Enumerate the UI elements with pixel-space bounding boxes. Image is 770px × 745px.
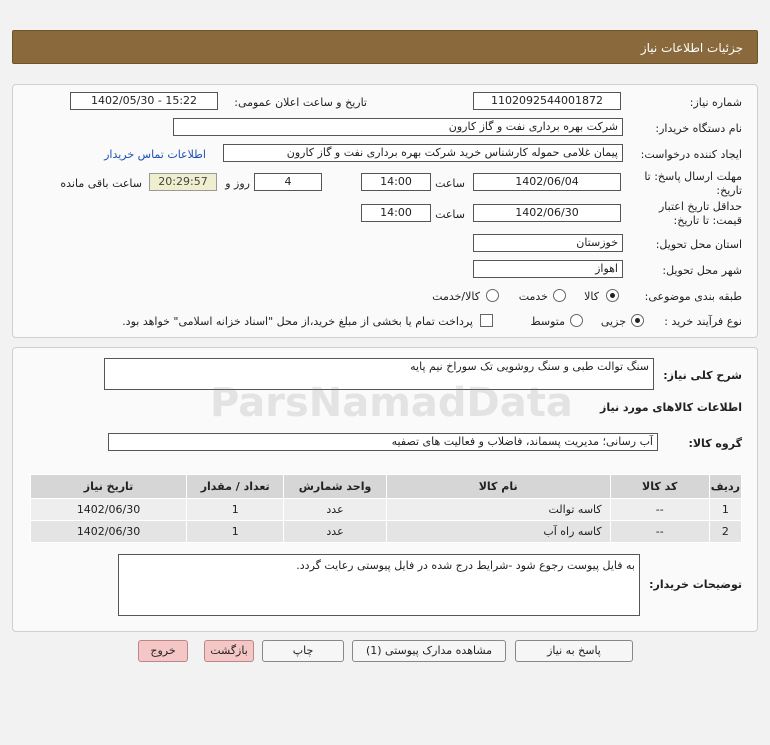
cell-date: 1402/06/30 xyxy=(31,521,187,543)
remaining-label: ساعت باقی مانده xyxy=(60,177,142,190)
goods-group-label: گروه کالا: xyxy=(688,437,742,450)
process-radio-partial[interactable] xyxy=(631,314,644,327)
validity-label-line2: قیمت: تا تاریخ: xyxy=(673,214,742,227)
page-title: جزئیات اطلاعات نیاز xyxy=(640,41,743,55)
need-number-field: 1102092544001872 xyxy=(473,92,621,110)
validity-hour-label: ساعت xyxy=(435,208,465,221)
treasury-checkbox[interactable] xyxy=(480,314,493,327)
cell-date: 1402/06/30 xyxy=(31,499,187,521)
category-option-goods-service: کالا/خدمت xyxy=(432,290,480,303)
print-button[interactable]: چاپ xyxy=(262,640,344,662)
category-radio-service[interactable] xyxy=(553,289,566,302)
col-date: تاریخ نیاز xyxy=(31,475,187,499)
goods-group-field: آب رسانی؛ مدیریت پسماند، فاضلاب و فعالیت های تصفیه xyxy=(108,433,658,451)
goods-section-title: اطلاعات کالاهای مورد نیاز xyxy=(600,401,742,414)
city-field: اهواز xyxy=(473,260,623,278)
cell-unit: عدد xyxy=(284,521,386,543)
category-option-service: خدمت xyxy=(518,290,548,303)
col-name: نام کالا xyxy=(386,475,610,499)
deadline-hour-label: ساعت xyxy=(435,177,465,190)
table-row xyxy=(31,521,742,543)
cell-row: 2 xyxy=(709,521,741,543)
deadline-label-line1: مهلت ارسال پاسخ: تا xyxy=(644,170,742,183)
buyer-org-field: شرکت بهره برداری نفت و گاز کارون xyxy=(173,118,623,136)
city-label: شهر محل تحویل: xyxy=(662,264,742,277)
goods-table-header xyxy=(31,475,742,499)
province-field: خوزستان xyxy=(473,234,623,252)
validity-date-field: 1402/06/30 xyxy=(473,204,621,222)
summary-label: شرح کلی نیاز: xyxy=(663,369,742,382)
validity-time-field: 14:00 xyxy=(361,204,431,222)
cell-row: 1 xyxy=(709,499,741,521)
cell-unit: عدد xyxy=(284,499,386,521)
process-option-medium: متوسط xyxy=(530,315,565,328)
deadline-date-field: 1402/06/04 xyxy=(473,173,621,191)
col-row: ردیف xyxy=(709,475,741,499)
buyer-org-label: نام دستگاه خریدار: xyxy=(655,122,742,135)
col-unit: واحد شمارش xyxy=(284,475,386,499)
buyer-notes-label: توضیحات خریدار: xyxy=(649,578,742,591)
days-field: 4 xyxy=(254,173,322,191)
reply-button[interactable]: پاسخ به نیاز xyxy=(515,640,633,662)
contact-buyer-link[interactable]: اطلاعات تماس خریدار xyxy=(104,148,206,161)
cell-name: کاسه راه آب xyxy=(386,521,610,543)
category-label: طبقه بندی موضوعی: xyxy=(644,290,742,303)
process-option-partial: جزیی xyxy=(600,315,626,328)
days-label: روز و xyxy=(225,177,250,190)
cell-qty: 1 xyxy=(187,521,284,543)
deadline-time-field: 14:00 xyxy=(361,173,431,191)
cell-code: -- xyxy=(610,521,709,543)
cell-code: -- xyxy=(610,499,709,521)
buyer-notes-field: به فایل پیوست رجوع شود -شرایط درج شده در فایل پیوستی رعایت گردد. xyxy=(118,554,640,616)
cell-name: کاسه توالت xyxy=(386,499,610,521)
category-option-goods: کالا xyxy=(584,290,599,303)
back-button[interactable]: بازگشت xyxy=(204,640,254,662)
col-qty: تعداد / مقدار xyxy=(187,475,284,499)
table-row xyxy=(31,499,742,521)
province-label: استان محل تحویل: xyxy=(655,238,742,251)
goods-table xyxy=(30,474,742,543)
need-number-label: شماره نیاز: xyxy=(689,96,742,109)
announce-field: 1402/05/30 - 15:22 xyxy=(70,92,218,110)
announce-label: تاریخ و ساعت اعلان عمومی: xyxy=(234,96,367,109)
deadline-label-line2: تاریخ: xyxy=(716,184,742,197)
validity-label-line1: حداقل تاریخ اعتبار xyxy=(658,200,742,213)
remaining-time-field: 20:29:57 xyxy=(149,173,217,191)
category-radio-goods-service[interactable] xyxy=(486,289,499,302)
requester-field: پیمان غلامی حموله کارشناس خرید شرکت بهره برداری نفت و گاز کارون xyxy=(223,144,623,162)
process-radio-medium[interactable] xyxy=(570,314,583,327)
cell-qty: 1 xyxy=(187,499,284,521)
category-radio-goods[interactable] xyxy=(606,289,619,302)
col-code: کد کالا xyxy=(610,475,709,499)
exit-button[interactable]: خروج xyxy=(138,640,188,662)
treasury-note: پرداخت تمام یا بخشی از مبلغ خرید،از محل "اسناد خزانه اسلامی" خواهد بود. xyxy=(122,315,473,328)
view-documents-button[interactable]: مشاهده مدارک پیوستی (1) xyxy=(352,640,506,662)
process-label: نوع فرآیند خرید : xyxy=(664,315,742,328)
requester-label: ایجاد کننده درخواست: xyxy=(640,148,742,161)
summary-field: سنگ توالت طبی و سنگ روشویی تک سوراخ نیم پایه xyxy=(104,358,654,390)
page-header xyxy=(12,30,758,64)
